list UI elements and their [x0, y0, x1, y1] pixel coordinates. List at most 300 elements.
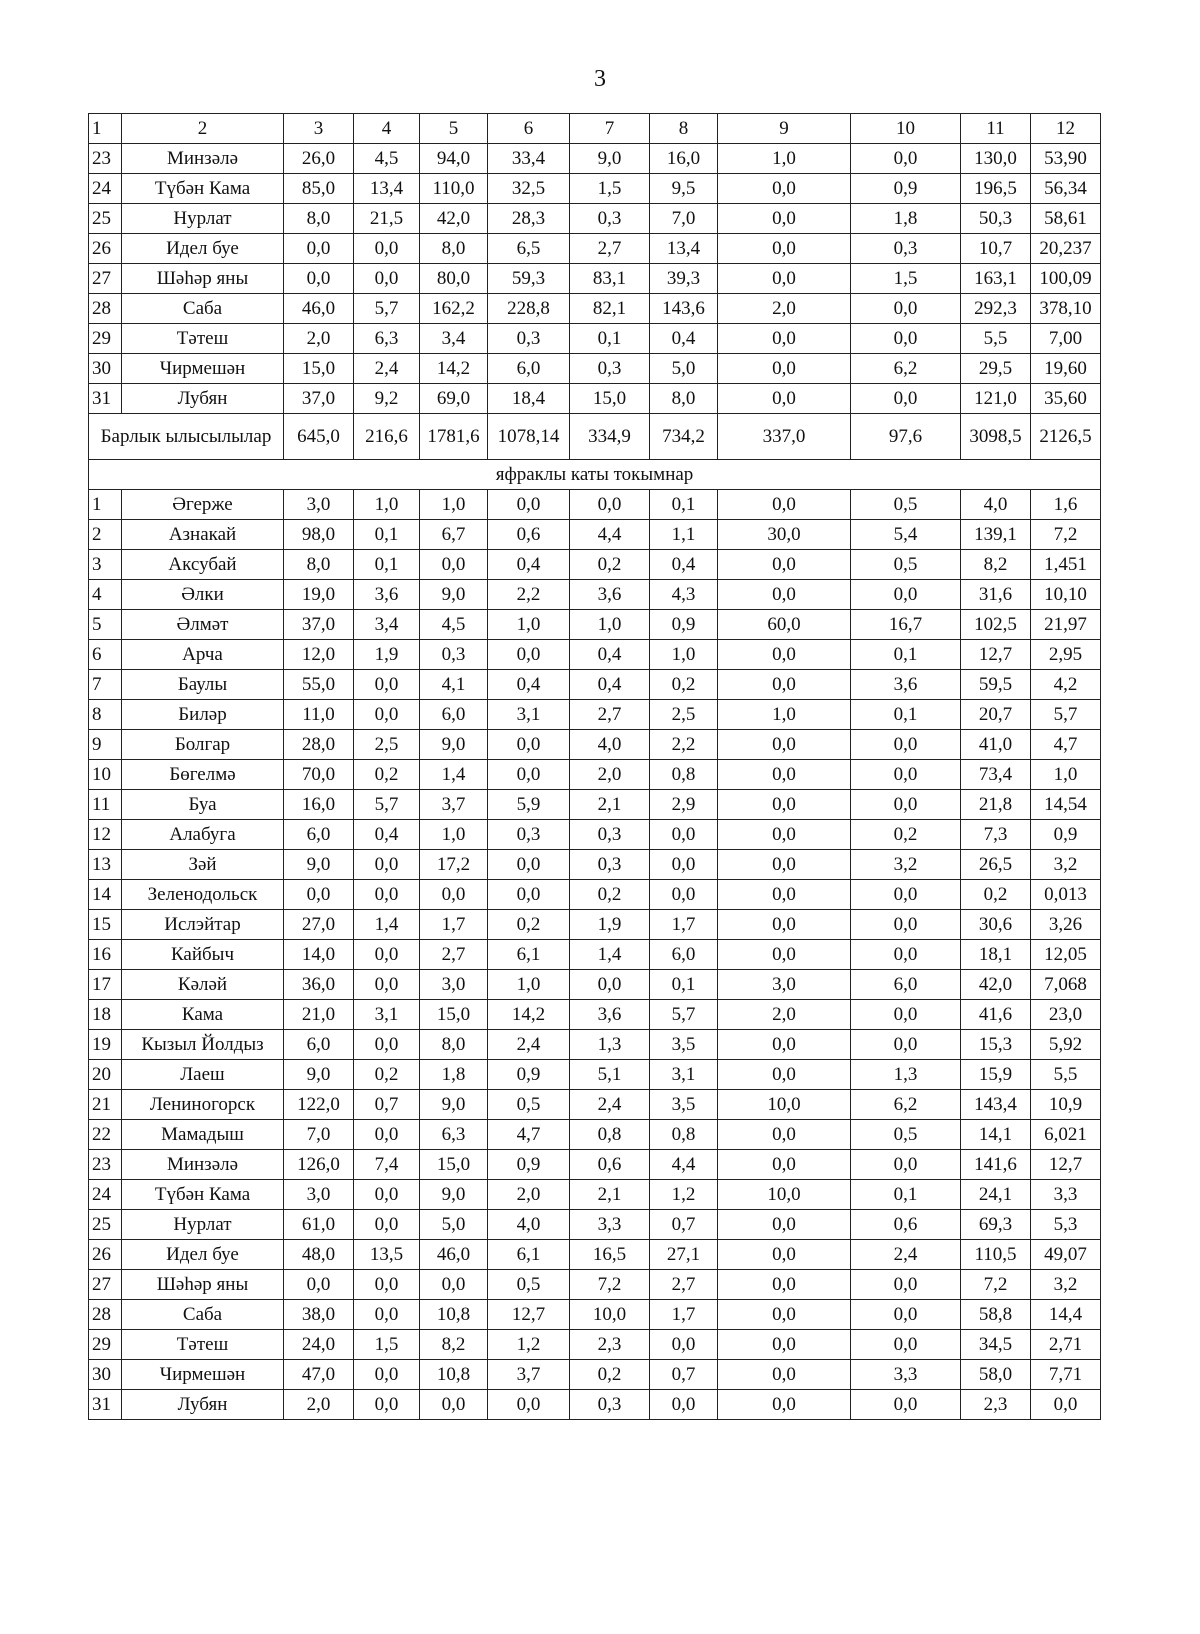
- value-cell: 0,0: [851, 1270, 961, 1300]
- value-cell: 0,0: [718, 940, 851, 970]
- value-cell: 1,4: [570, 940, 650, 970]
- value-cell: 0,0: [718, 670, 851, 700]
- table-row: [89, 354, 1101, 384]
- value-cell: 1,0: [718, 144, 851, 174]
- row-index: 23: [89, 1150, 122, 1180]
- table-row: [89, 850, 1101, 880]
- table-row: [89, 1030, 1101, 1060]
- row-index: 23: [89, 144, 122, 174]
- value-cell: 0,0: [354, 1270, 420, 1300]
- value-cell: 0,0: [718, 174, 851, 204]
- value-cell: 56,34: [1031, 174, 1101, 204]
- value-cell: 19,60: [1031, 354, 1101, 384]
- value-cell: 2,4: [488, 1030, 570, 1060]
- value-cell: 1,0: [354, 490, 420, 520]
- value-cell: 69,0: [420, 384, 488, 414]
- row-index: 16: [89, 940, 122, 970]
- value-cell: 6,5: [488, 234, 570, 264]
- value-cell: 2,2: [488, 580, 570, 610]
- value-cell: 0,0: [354, 1360, 420, 1390]
- value-cell: 31,6: [961, 580, 1031, 610]
- value-cell: 7,2: [570, 1270, 650, 1300]
- value-cell: 0,0: [354, 1390, 420, 1420]
- value-cell: 7,71: [1031, 1360, 1101, 1390]
- value-cell: 0,0: [718, 850, 851, 880]
- value-cell: 16,0: [284, 790, 354, 820]
- value-cell: 1,6: [1031, 490, 1101, 520]
- value-cell: 0,0: [851, 384, 961, 414]
- value-cell: 0,8: [650, 1120, 718, 1150]
- value-cell: 1,5: [354, 1330, 420, 1360]
- value-cell: 8: [650, 114, 718, 144]
- value-cell: 21,8: [961, 790, 1031, 820]
- district-name: Идел буе: [122, 234, 284, 264]
- value-cell: 0,0: [354, 880, 420, 910]
- value-cell: 0,7: [650, 1360, 718, 1390]
- value-cell: 0,8: [570, 1120, 650, 1150]
- value-cell: 50,3: [961, 204, 1031, 234]
- value-cell: 0,6: [851, 1210, 961, 1240]
- value-cell: 3,2: [1031, 850, 1101, 880]
- value-cell: 0,0: [718, 1120, 851, 1150]
- value-cell: 7,068: [1031, 970, 1101, 1000]
- value-cell: 0,0: [851, 760, 961, 790]
- value-cell: 3,1: [354, 1000, 420, 1030]
- row-index: 7: [89, 670, 122, 700]
- value-cell: 14,4: [1031, 1300, 1101, 1330]
- value-cell: 0,0: [488, 730, 570, 760]
- value-cell: 5,9: [488, 790, 570, 820]
- value-cell: 14,54: [1031, 790, 1101, 820]
- district-name: Нурлат: [122, 204, 284, 234]
- value-cell: 2,7: [420, 940, 488, 970]
- value-cell: 0,4: [650, 550, 718, 580]
- table-row: [89, 550, 1101, 580]
- value-cell: 2,0: [570, 760, 650, 790]
- table-row: [89, 1150, 1101, 1180]
- value-cell: 0,4: [570, 670, 650, 700]
- row-index: 22: [89, 1120, 122, 1150]
- district-name: 2: [122, 114, 284, 144]
- value-cell: 37,0: [284, 384, 354, 414]
- value-cell: 24,0: [284, 1330, 354, 1360]
- value-cell: 0,1: [570, 324, 650, 354]
- value-cell: 0,0: [354, 700, 420, 730]
- value-cell: 0,0: [354, 1210, 420, 1240]
- value-cell: 24,1: [961, 1180, 1031, 1210]
- value-cell: 0,4: [650, 324, 718, 354]
- value-cell: 0,0: [284, 880, 354, 910]
- district-name: Саба: [122, 1300, 284, 1330]
- value-cell: 0,0: [488, 640, 570, 670]
- table-row: [89, 940, 1101, 970]
- value-cell: 0,1: [354, 520, 420, 550]
- value-cell: 39,3: [650, 264, 718, 294]
- value-cell: 3,6: [354, 580, 420, 610]
- value-cell: 5: [420, 114, 488, 144]
- value-cell: 8,2: [420, 1330, 488, 1360]
- value-cell: 42,0: [420, 204, 488, 234]
- value-cell: 4,7: [1031, 730, 1101, 760]
- value-cell: 9,0: [284, 1060, 354, 1090]
- value-cell: 0,0: [354, 940, 420, 970]
- value-cell: 59,3: [488, 264, 570, 294]
- value-cell: 0,0: [718, 1330, 851, 1360]
- value-cell: 0,3: [570, 1390, 650, 1420]
- value-cell: 38,0: [284, 1300, 354, 1330]
- value-cell: 100,09: [1031, 264, 1101, 294]
- district-name: Түбән Кама: [122, 174, 284, 204]
- total-value: 97,6: [851, 414, 961, 460]
- value-cell: 58,8: [961, 1300, 1031, 1330]
- table-row: [89, 730, 1101, 760]
- value-cell: 0,0: [650, 1330, 718, 1360]
- district-name: Арча: [122, 640, 284, 670]
- value-cell: 0,3: [488, 324, 570, 354]
- value-cell: 2,0: [488, 1180, 570, 1210]
- value-cell: 2,0: [718, 1000, 851, 1030]
- value-cell: 1,0: [420, 490, 488, 520]
- header-row: [89, 114, 1101, 144]
- district-name: Саба: [122, 294, 284, 324]
- value-cell: 1,0: [488, 970, 570, 1000]
- value-cell: 0,0: [718, 1240, 851, 1270]
- value-cell: 5,3: [1031, 1210, 1101, 1240]
- value-cell: 3,0: [718, 970, 851, 1000]
- value-cell: 3,5: [650, 1030, 718, 1060]
- value-cell: 15,0: [284, 354, 354, 384]
- value-cell: 2,4: [354, 354, 420, 384]
- value-cell: 3,0: [420, 970, 488, 1000]
- value-cell: 53,90: [1031, 144, 1101, 174]
- table-row: [89, 174, 1101, 204]
- value-cell: 9,0: [420, 580, 488, 610]
- value-cell: 5,7: [650, 1000, 718, 1030]
- value-cell: 0,9: [488, 1150, 570, 1180]
- value-cell: 3,4: [354, 610, 420, 640]
- value-cell: 15,0: [420, 1000, 488, 1030]
- table-row: [89, 1240, 1101, 1270]
- value-cell: 4,2: [1031, 670, 1101, 700]
- value-cell: 20,7: [961, 700, 1031, 730]
- value-cell: 0,0: [650, 880, 718, 910]
- value-cell: 0,0: [570, 970, 650, 1000]
- value-cell: 6,2: [851, 1090, 961, 1120]
- value-cell: 2,3: [570, 1330, 650, 1360]
- value-cell: 94,0: [420, 144, 488, 174]
- value-cell: 26,0: [284, 144, 354, 174]
- value-cell: 0,0: [570, 490, 650, 520]
- value-cell: 0,0: [1031, 1390, 1101, 1420]
- value-cell: 6: [488, 114, 570, 144]
- row-index: 30: [89, 354, 122, 384]
- table-row: [89, 760, 1101, 790]
- value-cell: 126,0: [284, 1150, 354, 1180]
- row-index: 27: [89, 264, 122, 294]
- table-row: [89, 1270, 1101, 1300]
- value-cell: 4,7: [488, 1120, 570, 1150]
- value-cell: 0,0: [718, 910, 851, 940]
- value-cell: 2,3: [961, 1390, 1031, 1420]
- value-cell: 163,1: [961, 264, 1031, 294]
- row-index: 25: [89, 1210, 122, 1240]
- row-index: 12: [89, 820, 122, 850]
- value-cell: 292,3: [961, 294, 1031, 324]
- value-cell: 0,0: [718, 1360, 851, 1390]
- value-cell: 9: [718, 114, 851, 144]
- row-index: 3: [89, 550, 122, 580]
- row-index: 29: [89, 1330, 122, 1360]
- table-row: [89, 700, 1101, 730]
- value-cell: 73,4: [961, 760, 1031, 790]
- total-value: 734,2: [650, 414, 718, 460]
- value-cell: 30,0: [718, 520, 851, 550]
- value-cell: 3: [284, 114, 354, 144]
- value-cell: 12,7: [961, 640, 1031, 670]
- value-cell: 130,0: [961, 144, 1031, 174]
- value-cell: 21,5: [354, 204, 420, 234]
- row-index: 28: [89, 294, 122, 324]
- value-cell: 6,7: [420, 520, 488, 550]
- value-cell: 15,9: [961, 1060, 1031, 1090]
- value-cell: 58,61: [1031, 204, 1101, 234]
- value-cell: 1,4: [354, 910, 420, 940]
- value-cell: 0,0: [488, 1390, 570, 1420]
- district-name: Тәтеш: [122, 324, 284, 354]
- value-cell: 10,0: [718, 1090, 851, 1120]
- value-cell: 110,5: [961, 1240, 1031, 1270]
- value-cell: 0,0: [851, 1150, 961, 1180]
- value-cell: 61,0: [284, 1210, 354, 1240]
- row-index: 14: [89, 880, 122, 910]
- total-label: Барлык ылысылылар: [89, 414, 284, 460]
- table-row: [89, 1210, 1101, 1240]
- row-index: 20: [89, 1060, 122, 1090]
- value-cell: 9,0: [420, 1180, 488, 1210]
- value-cell: 3,3: [570, 1210, 650, 1240]
- table-row: [89, 790, 1101, 820]
- row-index: 24: [89, 174, 122, 204]
- value-cell: 0,0: [718, 730, 851, 760]
- value-cell: 14,2: [488, 1000, 570, 1030]
- value-cell: 3,7: [420, 790, 488, 820]
- value-cell: 1,4: [420, 760, 488, 790]
- table-row: [89, 264, 1101, 294]
- value-cell: 30,6: [961, 910, 1031, 940]
- value-cell: 7,2: [1031, 520, 1101, 550]
- value-cell: 10,0: [570, 1300, 650, 1330]
- value-cell: 0,0: [718, 324, 851, 354]
- value-cell: 0,0: [420, 1270, 488, 1300]
- value-cell: 1,7: [420, 910, 488, 940]
- value-cell: 21,0: [284, 1000, 354, 1030]
- value-cell: 9,5: [650, 174, 718, 204]
- row-index: 31: [89, 1390, 122, 1420]
- district-name: Ислэйтар: [122, 910, 284, 940]
- value-cell: 48,0: [284, 1240, 354, 1270]
- value-cell: 98,0: [284, 520, 354, 550]
- value-cell: 6,0: [851, 970, 961, 1000]
- section-title-row: [89, 460, 1101, 490]
- value-cell: 58,0: [961, 1360, 1031, 1390]
- row-index: 9: [89, 730, 122, 760]
- value-cell: 2,0: [284, 324, 354, 354]
- table-row: [89, 144, 1101, 174]
- value-cell: 0,0: [718, 790, 851, 820]
- value-cell: 10,10: [1031, 580, 1101, 610]
- total-value: 3098,5: [961, 414, 1031, 460]
- value-cell: 4,5: [420, 610, 488, 640]
- value-cell: 1,3: [570, 1030, 650, 1060]
- value-cell: 0,5: [851, 490, 961, 520]
- value-cell: 83,1: [570, 264, 650, 294]
- value-cell: 121,0: [961, 384, 1031, 414]
- table-row: [89, 1120, 1101, 1150]
- value-cell: 0,0: [851, 1030, 961, 1060]
- value-cell: 0,5: [488, 1270, 570, 1300]
- row-index: 27: [89, 1270, 122, 1300]
- value-cell: 0,2: [570, 1360, 650, 1390]
- district-name: Кама: [122, 1000, 284, 1030]
- district-name: Лубян: [122, 1390, 284, 1420]
- total-value: 2126,5: [1031, 414, 1101, 460]
- value-cell: 0,5: [488, 1090, 570, 1120]
- value-cell: 0,0: [354, 670, 420, 700]
- value-cell: 8,0: [420, 234, 488, 264]
- value-cell: 4,4: [650, 1150, 718, 1180]
- row-index: 1: [89, 114, 122, 144]
- value-cell: 7,0: [650, 204, 718, 234]
- value-cell: 0,0: [851, 1000, 961, 1030]
- value-cell: 0,1: [851, 700, 961, 730]
- value-cell: 0,0: [354, 970, 420, 1000]
- row-index: 19: [89, 1030, 122, 1060]
- row-index: 11: [89, 790, 122, 820]
- value-cell: 5,92: [1031, 1030, 1101, 1060]
- value-cell: 28,3: [488, 204, 570, 234]
- value-cell: 3,3: [851, 1360, 961, 1390]
- value-cell: 18,4: [488, 384, 570, 414]
- value-cell: 1,0: [420, 820, 488, 850]
- value-cell: 1,0: [488, 610, 570, 640]
- value-cell: 21,97: [1031, 610, 1101, 640]
- value-cell: 1,0: [570, 610, 650, 640]
- value-cell: 1,7: [650, 1300, 718, 1330]
- value-cell: 36,0: [284, 970, 354, 1000]
- section-title: яфраклы каты токымнар: [89, 460, 1101, 490]
- value-cell: 41,0: [961, 730, 1031, 760]
- value-cell: 0,0: [718, 354, 851, 384]
- value-cell: 2,71: [1031, 1330, 1101, 1360]
- value-cell: 55,0: [284, 670, 354, 700]
- value-cell: 0,0: [718, 550, 851, 580]
- value-cell: 7: [570, 114, 650, 144]
- district-name: Идел буе: [122, 1240, 284, 1270]
- table-row: [89, 384, 1101, 414]
- value-cell: 2,1: [570, 790, 650, 820]
- value-cell: 70,0: [284, 760, 354, 790]
- value-cell: 23,0: [1031, 1000, 1101, 1030]
- district-name: Кәләй: [122, 970, 284, 1000]
- value-cell: 47,0: [284, 1360, 354, 1390]
- value-cell: 0,2: [570, 550, 650, 580]
- row-index: 6: [89, 640, 122, 670]
- value-cell: 7,3: [961, 820, 1031, 850]
- value-cell: 1,5: [851, 264, 961, 294]
- district-name: Әлки: [122, 580, 284, 610]
- value-cell: 1,8: [420, 1060, 488, 1090]
- value-cell: 5,7: [354, 294, 420, 324]
- district-name: Лубян: [122, 384, 284, 414]
- value-cell: 0,0: [420, 880, 488, 910]
- value-cell: 18,1: [961, 940, 1031, 970]
- value-cell: 0,0: [718, 1150, 851, 1180]
- district-name: Буа: [122, 790, 284, 820]
- table-row: [89, 820, 1101, 850]
- value-cell: 2,1: [570, 1180, 650, 1210]
- total-value: 334,9: [570, 414, 650, 460]
- value-cell: 7,0: [284, 1120, 354, 1150]
- value-cell: 6,3: [420, 1120, 488, 1150]
- row-index: 21: [89, 1090, 122, 1120]
- row-index: 29: [89, 324, 122, 354]
- value-cell: 0,9: [851, 174, 961, 204]
- value-cell: 0,5: [851, 550, 961, 580]
- value-cell: 12,05: [1031, 940, 1101, 970]
- value-cell: 162,2: [420, 294, 488, 324]
- value-cell: 17,2: [420, 850, 488, 880]
- row-index: 24: [89, 1180, 122, 1210]
- value-cell: 15,0: [570, 384, 650, 414]
- value-cell: 4,4: [570, 520, 650, 550]
- value-cell: 1,0: [1031, 760, 1101, 790]
- value-cell: 110,0: [420, 174, 488, 204]
- value-cell: 0,0: [354, 1180, 420, 1210]
- value-cell: 0,0: [718, 640, 851, 670]
- value-cell: 8,0: [650, 384, 718, 414]
- value-cell: 9,0: [420, 1090, 488, 1120]
- value-cell: 10: [851, 114, 961, 144]
- value-cell: 6,1: [488, 1240, 570, 1270]
- district-name: Чирмешән: [122, 354, 284, 384]
- value-cell: 5,4: [851, 520, 961, 550]
- value-cell: 0,2: [650, 670, 718, 700]
- value-cell: 6,0: [284, 1030, 354, 1060]
- value-cell: 35,60: [1031, 384, 1101, 414]
- value-cell: 32,5: [488, 174, 570, 204]
- value-cell: 12,7: [1031, 1150, 1101, 1180]
- value-cell: 3,6: [570, 1000, 650, 1030]
- value-cell: 13,5: [354, 1240, 420, 1270]
- value-cell: 0,4: [488, 670, 570, 700]
- table-row: [89, 910, 1101, 940]
- value-cell: 6,1: [488, 940, 570, 970]
- value-cell: 0,0: [650, 850, 718, 880]
- value-cell: 196,5: [961, 174, 1031, 204]
- value-cell: 80,0: [420, 264, 488, 294]
- value-cell: 2,7: [570, 234, 650, 264]
- value-cell: 0,0: [851, 1330, 961, 1360]
- value-cell: 6,2: [851, 354, 961, 384]
- value-cell: 4,3: [650, 580, 718, 610]
- value-cell: 3,2: [851, 850, 961, 880]
- value-cell: 0,0: [851, 294, 961, 324]
- value-cell: 0,0: [851, 1390, 961, 1420]
- table-row: [89, 324, 1101, 354]
- value-cell: 10,7: [961, 234, 1031, 264]
- value-cell: 0,0: [718, 1390, 851, 1420]
- value-cell: 1,451: [1031, 550, 1101, 580]
